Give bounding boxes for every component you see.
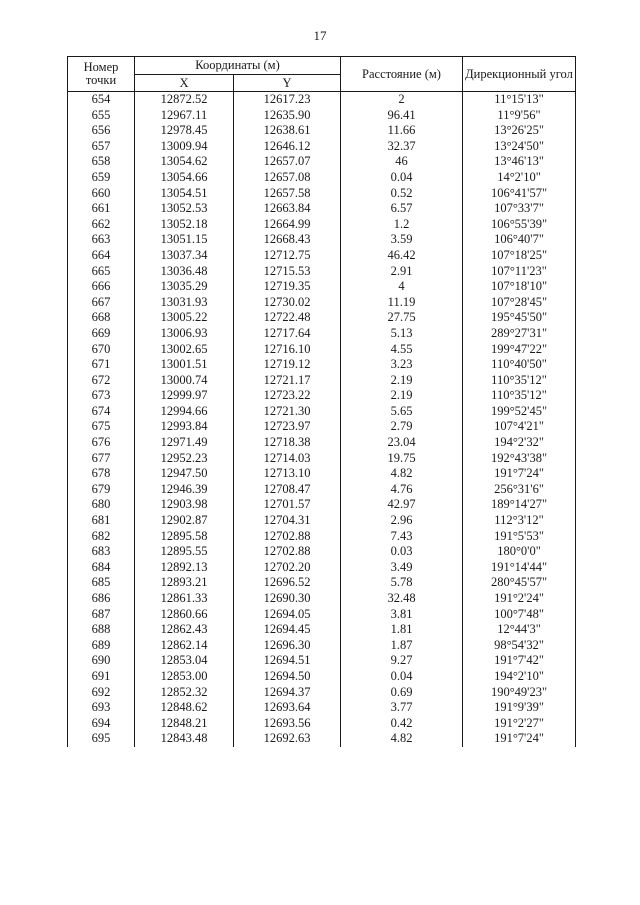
header-bearing: Дирекционный угол [463,57,576,92]
bearing-cell: 191°5'53" [463,529,576,545]
bearing-cell: 14°2'10" [463,170,576,186]
y-cell: 12723.97 [234,419,341,435]
x-cell: 12952.23 [135,451,234,467]
bearing-cell: 12°44'3" [463,622,576,638]
point-number-cell: 679 [68,482,135,498]
y-cell: 12694.05 [234,607,341,623]
distance-cell: 4 [341,279,463,295]
x-cell: 13005.22 [135,310,234,326]
table-row [68,669,576,685]
distance-cell: 1.81 [341,622,463,638]
point-number-cell: 669 [68,326,135,342]
y-cell: 12719.12 [234,357,341,373]
bearing-cell: 110°40'50" [463,357,576,373]
table-row [68,373,576,389]
table-row [68,404,576,420]
point-number-cell: 670 [68,342,135,358]
table-row [68,497,576,513]
table-row [68,217,576,233]
point-number-cell: 671 [68,357,135,373]
bearing-cell: 100°7'48" [463,607,576,623]
point-number-cell: 681 [68,513,135,529]
x-cell: 13036.48 [135,264,234,280]
y-cell: 12694.45 [234,622,341,638]
point-number-cell: 674 [68,404,135,420]
distance-cell: 32.37 [341,139,463,155]
y-cell: 12693.56 [234,716,341,732]
distance-cell: 2.91 [341,264,463,280]
distance-cell: 2.96 [341,513,463,529]
y-cell: 12694.50 [234,669,341,685]
distance-cell: 3.23 [341,357,463,373]
bearing-cell: 110°35'12" [463,388,576,404]
header-distance: Расстояние (м) [341,57,463,92]
distance-cell: 2.79 [341,419,463,435]
distance-cell: 11.19 [341,295,463,311]
x-cell: 13054.66 [135,170,234,186]
y-cell: 12730.02 [234,295,341,311]
y-cell: 12694.51 [234,653,341,669]
x-cell: 12862.14 [135,638,234,654]
table-row [68,419,576,435]
point-number-cell: 665 [68,264,135,280]
y-cell: 12693.64 [234,700,341,716]
x-cell: 12843.48 [135,731,234,747]
y-cell: 12702.88 [234,529,341,545]
x-cell: 12853.00 [135,669,234,685]
header-x: X [135,75,234,92]
bearing-cell: 106°41'57" [463,186,576,202]
point-number-cell: 695 [68,731,135,747]
y-cell: 12708.47 [234,482,341,498]
y-cell: 12664.99 [234,217,341,233]
point-number-cell: 655 [68,108,135,124]
y-cell: 12712.75 [234,248,341,264]
x-cell: 12872.52 [135,92,234,108]
y-cell: 12646.12 [234,139,341,155]
distance-cell: 1.2 [341,217,463,233]
distance-cell: 0.04 [341,170,463,186]
table-row [68,310,576,326]
y-cell: 12721.17 [234,373,341,389]
bearing-cell: 11°15'13" [463,92,576,108]
table-row [68,685,576,701]
bearing-cell: 106°55'39" [463,217,576,233]
point-number-cell: 680 [68,497,135,513]
x-cell: 13035.29 [135,279,234,295]
point-number-cell: 659 [68,170,135,186]
distance-cell: 5.78 [341,575,463,591]
distance-cell: 5.65 [341,404,463,420]
bearing-cell: 195°45'50" [463,310,576,326]
distance-cell: 23.04 [341,435,463,451]
distance-cell: 6.57 [341,201,463,217]
point-number-cell: 686 [68,591,135,607]
x-cell: 12860.66 [135,607,234,623]
x-cell: 13031.93 [135,295,234,311]
point-number-cell: 693 [68,700,135,716]
x-cell: 13009.94 [135,139,234,155]
x-cell: 12862.43 [135,622,234,638]
y-cell: 12719.35 [234,279,341,295]
header-point-number: Номер точки [68,57,135,92]
table-row [68,529,576,545]
distance-cell: 1.87 [341,638,463,654]
bearing-cell: 191°7'24" [463,731,576,747]
table-row [68,466,576,482]
x-cell: 12967.11 [135,108,234,124]
table-row [68,92,576,108]
x-cell: 12892.13 [135,560,234,576]
y-cell: 12696.30 [234,638,341,654]
point-number-cell: 683 [68,544,135,560]
x-cell: 12902.87 [135,513,234,529]
x-cell: 12895.58 [135,529,234,545]
x-cell: 12848.21 [135,716,234,732]
distance-cell: 0.04 [341,669,463,685]
bearing-cell: 107°4'21" [463,419,576,435]
table-row [68,123,576,139]
y-cell: 12617.23 [234,92,341,108]
y-cell: 12657.08 [234,170,341,186]
point-number-cell: 667 [68,295,135,311]
x-cell: 12893.21 [135,575,234,591]
bearing-cell: 256°31'6" [463,482,576,498]
table-row [68,544,576,560]
x-cell: 12994.66 [135,404,234,420]
bearing-cell: 107°33'7" [463,201,576,217]
distance-cell: 0.52 [341,186,463,202]
x-cell: 13006.93 [135,326,234,342]
point-number-cell: 694 [68,716,135,732]
x-cell: 13037.34 [135,248,234,264]
bearing-cell: 110°35'12" [463,373,576,389]
y-cell: 12638.61 [234,123,341,139]
table-row [68,139,576,155]
bearing-cell: 107°18'25" [463,248,576,264]
coordinates-table [67,56,576,747]
point-number-cell: 678 [68,466,135,482]
y-cell: 12663.84 [234,201,341,217]
bearing-cell: 189°14'27" [463,497,576,513]
point-number-cell: 657 [68,139,135,155]
y-cell: 12701.57 [234,497,341,513]
bearing-cell: 191°7'24" [463,466,576,482]
distance-cell: 2.19 [341,388,463,404]
bearing-cell: 191°14'44" [463,560,576,576]
distance-cell: 5.13 [341,326,463,342]
x-cell: 12993.84 [135,419,234,435]
page-number: 17 [313,28,327,43]
distance-cell: 3.59 [341,232,463,248]
distance-cell: 19.75 [341,451,463,467]
y-cell: 12722.48 [234,310,341,326]
distance-cell: 27.75 [341,310,463,326]
table-row [68,607,576,623]
y-cell: 12635.90 [234,108,341,124]
point-number-cell: 691 [68,669,135,685]
bearing-cell: 98°54'32" [463,638,576,654]
y-cell: 12723.22 [234,388,341,404]
table-row [68,279,576,295]
bearing-cell: 11°9'56" [463,108,576,124]
bearing-cell: 107°28'45" [463,295,576,311]
y-cell: 12702.88 [234,544,341,560]
table-row [68,653,576,669]
y-cell: 12657.58 [234,186,341,202]
y-cell: 12713.10 [234,466,341,482]
distance-cell: 3.81 [341,607,463,623]
distance-cell: 7.43 [341,529,463,545]
table-row [68,716,576,732]
distance-cell: 0.03 [341,544,463,560]
point-number-cell: 661 [68,201,135,217]
table-row [68,513,576,529]
point-number-cell: 660 [68,186,135,202]
x-cell: 12861.33 [135,591,234,607]
y-cell: 12716.10 [234,342,341,358]
table-row [68,201,576,217]
table-row [68,451,576,467]
bearing-cell: 191°2'24" [463,591,576,607]
table-row [68,170,576,186]
bearing-cell: 194°2'10" [463,669,576,685]
header-y: Y [234,75,341,92]
distance-cell: 46 [341,154,463,170]
distance-cell: 46.42 [341,248,463,264]
point-number-cell: 689 [68,638,135,654]
table-row [68,591,576,607]
bearing-cell: 180°0'0" [463,544,576,560]
y-cell: 12717.64 [234,326,341,342]
point-number-cell: 672 [68,373,135,389]
x-cell: 13000.74 [135,373,234,389]
distance-cell: 32.48 [341,591,463,607]
point-number-cell: 663 [68,232,135,248]
x-cell: 12971.49 [135,435,234,451]
distance-cell: 11.66 [341,123,463,139]
table-row [68,638,576,654]
distance-cell: 2.19 [341,373,463,389]
point-number-cell: 664 [68,248,135,264]
table-row [68,326,576,342]
x-cell: 12895.55 [135,544,234,560]
x-cell: 12853.04 [135,653,234,669]
table-row [68,232,576,248]
point-number-cell: 654 [68,92,135,108]
point-number-cell: 677 [68,451,135,467]
x-cell: 12947.50 [135,466,234,482]
table-row [68,575,576,591]
bearing-cell: 191°9'39" [463,700,576,716]
bearing-cell: 13°46'13" [463,154,576,170]
x-cell: 12852.32 [135,685,234,701]
x-cell: 13051.15 [135,232,234,248]
x-cell: 12903.98 [135,497,234,513]
point-number-cell: 675 [68,419,135,435]
x-cell: 13002.65 [135,342,234,358]
x-cell: 12999.97 [135,388,234,404]
bearing-cell: 112°3'12" [463,513,576,529]
table-row [68,264,576,280]
bearing-cell: 13°24'50" [463,139,576,155]
table-row [68,731,576,747]
y-cell: 12694.37 [234,685,341,701]
bearing-cell: 191°7'42" [463,653,576,669]
table-row [68,108,576,124]
x-cell: 12946.39 [135,482,234,498]
table-row [68,295,576,311]
point-number-cell: 656 [68,123,135,139]
point-number-cell: 673 [68,388,135,404]
point-number-cell: 676 [68,435,135,451]
y-cell: 12690.30 [234,591,341,607]
point-number-cell: 668 [68,310,135,326]
x-cell: 13052.18 [135,217,234,233]
distance-cell: 3.77 [341,700,463,716]
distance-cell: 42.97 [341,497,463,513]
bearing-cell: 194°2'32" [463,435,576,451]
point-number-cell: 666 [68,279,135,295]
distance-cell: 4.82 [341,466,463,482]
table-row [68,186,576,202]
table-row [68,482,576,498]
x-cell: 13001.51 [135,357,234,373]
table-row [68,342,576,358]
y-cell: 12714.03 [234,451,341,467]
point-number-cell: 685 [68,575,135,591]
distance-cell: 4.82 [341,731,463,747]
distance-cell: 9.27 [341,653,463,669]
point-number-cell: 658 [68,154,135,170]
y-cell: 12692.63 [234,731,341,747]
point-number-cell: 692 [68,685,135,701]
y-cell: 12657.07 [234,154,341,170]
distance-cell: 4.76 [341,482,463,498]
table-body [68,92,576,747]
bearing-cell: 190°49'23" [463,685,576,701]
point-number-cell: 682 [68,529,135,545]
y-cell: 12668.43 [234,232,341,248]
distance-cell: 3.49 [341,560,463,576]
table-row [68,154,576,170]
bearing-cell: 199°52'45" [463,404,576,420]
table-row [68,700,576,716]
y-cell: 12721.30 [234,404,341,420]
point-number-cell: 684 [68,560,135,576]
bearing-cell: 13°26'25" [463,123,576,139]
distance-cell: 0.42 [341,716,463,732]
point-number-cell: 690 [68,653,135,669]
table-row [68,622,576,638]
distance-cell: 4.55 [341,342,463,358]
bearing-cell: 192°43'38" [463,451,576,467]
table-row [68,248,576,264]
bearing-cell: 289°27'31" [463,326,576,342]
x-cell: 12978.45 [135,123,234,139]
table-row [68,388,576,404]
bearing-cell: 191°2'27" [463,716,576,732]
distance-cell: 2 [341,92,463,108]
y-cell: 12702.20 [234,560,341,576]
bearing-cell: 280°45'57" [463,575,576,591]
x-cell: 13054.51 [135,186,234,202]
distance-cell: 96.41 [341,108,463,124]
table-row [68,357,576,373]
point-number-cell: 687 [68,607,135,623]
bearing-cell: 107°18'10" [463,279,576,295]
y-cell: 12704.31 [234,513,341,529]
bearing-cell: 107°11'23" [463,264,576,280]
x-cell: 13054.62 [135,154,234,170]
bearing-cell: 106°40'7" [463,232,576,248]
point-number-cell: 688 [68,622,135,638]
table-row [68,560,576,576]
table-row [68,435,576,451]
y-cell: 12696.52 [234,575,341,591]
y-cell: 12718.38 [234,435,341,451]
header-coordinates: Координаты (м) [135,57,341,75]
y-cell: 12715.53 [234,264,341,280]
x-cell: 13052.53 [135,201,234,217]
distance-cell: 0.69 [341,685,463,701]
x-cell: 12848.62 [135,700,234,716]
point-number-cell: 662 [68,217,135,233]
bearing-cell: 199°47'22" [463,342,576,358]
